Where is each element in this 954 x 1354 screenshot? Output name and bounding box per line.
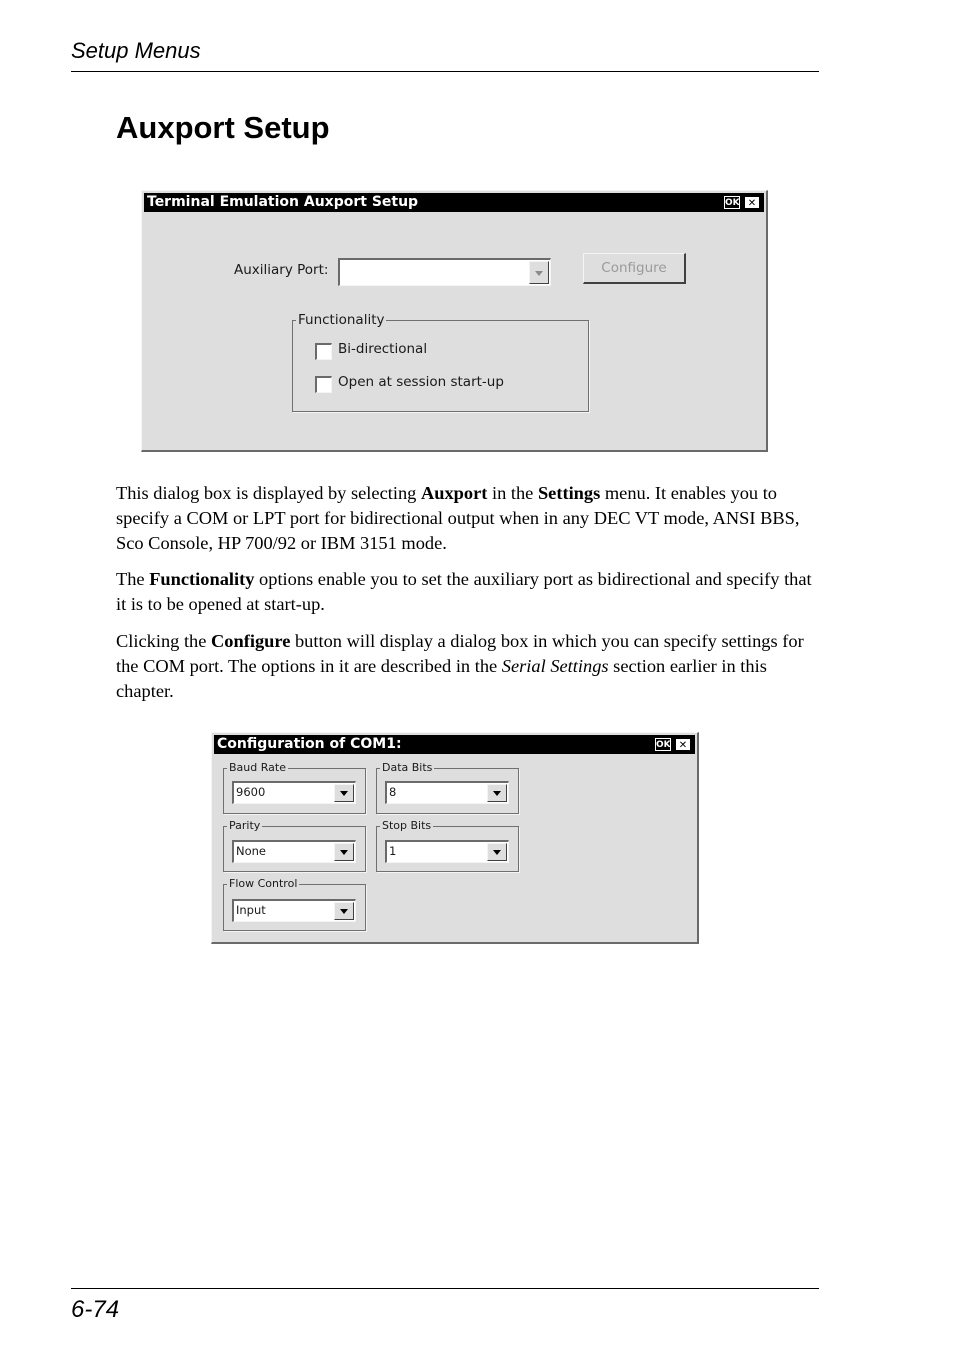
baud-rate-select[interactable]: [232, 781, 356, 804]
open-at-startup-checkbox[interactable]: [315, 376, 332, 393]
bidirectional-checkbox[interactable]: [315, 343, 332, 360]
header-rule: [71, 71, 819, 72]
chevron-down-icon[interactable]: [334, 843, 354, 861]
page-number: 6-74: [71, 1296, 120, 1323]
functionality-group: [292, 312, 589, 412]
chevron-down-icon[interactable]: [334, 902, 354, 920]
dialog-title: Terminal Emulation Auxport Setup: [147, 194, 419, 210]
page-title: Auxport Setup: [116, 110, 330, 145]
close-icon[interactable]: ✕: [744, 196, 760, 209]
com-config-dialog: [211, 732, 699, 944]
paragraph-3: Clicking the Configure button will display a dialog box in which you can specify settings for the COM port. The options in it are described in the Serial Settings section earlier in this chapter.: [116, 631, 804, 701]
baud-rate-group: [223, 761, 366, 814]
stop-bits-legend: Stop Bits: [382, 819, 432, 832]
parity-group: [223, 819, 366, 872]
flow-control-legend: Flow Control: [229, 877, 298, 890]
flow-control-value: Input: [236, 903, 266, 917]
configure-button[interactable]: Configure: [583, 253, 686, 284]
auxport-setup-dialog: [141, 190, 768, 452]
paragraph-1: This dialog box is displayed by selecting Auxport in the Settings menu. It enables you to specify a COM or LPT port for bidirectional output when in any DEC VT mode, ANSI BBS, Sco Console, HP 700/92 or IBM 3151 mode.: [116, 483, 800, 553]
chevron-down-icon[interactable]: [334, 784, 354, 802]
aux-port-label: Auxiliary Port:: [234, 262, 329, 278]
aux-port-combobox[interactable]: [338, 258, 551, 286]
dialog-titlebar: [214, 735, 695, 754]
footer-rule: [71, 1288, 819, 1289]
open-at-startup-label: Open at session start-up: [338, 374, 504, 390]
stop-bits-value: 1: [389, 844, 397, 858]
parity-legend: Parity: [229, 819, 261, 832]
ok-button[interactable]: OK: [656, 740, 671, 750]
baud-rate-value: 9600: [236, 785, 266, 799]
chevron-down-icon[interactable]: [487, 784, 507, 802]
chevron-down-icon[interactable]: [487, 843, 507, 861]
functionality-legend: Functionality: [298, 312, 385, 328]
baud-rate-legend: Baud Rate: [229, 761, 286, 774]
flow-control-select[interactable]: [232, 899, 356, 922]
close-icon[interactable]: ✕: [675, 738, 691, 751]
flow-control-group: [223, 877, 366, 931]
running-head: Setup Menus: [71, 38, 201, 63]
data-bits-value: 8: [389, 785, 397, 799]
parity-select[interactable]: [232, 840, 356, 863]
ok-button[interactable]: OK: [725, 198, 740, 208]
chevron-down-icon[interactable]: [529, 261, 549, 284]
data-bits-select[interactable]: [385, 781, 509, 804]
dialog-title: Configuration of COM1:: [217, 736, 402, 752]
parity-value: None: [236, 844, 267, 858]
stop-bits-select[interactable]: [385, 840, 509, 863]
data-bits-legend: Data Bits: [382, 761, 433, 774]
bidirectional-label: Bi-directional: [338, 341, 428, 357]
stop-bits-group: [376, 819, 519, 872]
data-bits-group: [376, 761, 519, 814]
paragraph-2: The Functionality options enable you to set the auxiliary port as bidirectional and specify that it is to be opened at start-up.: [116, 569, 812, 614]
dialog-titlebar: [144, 193, 764, 212]
